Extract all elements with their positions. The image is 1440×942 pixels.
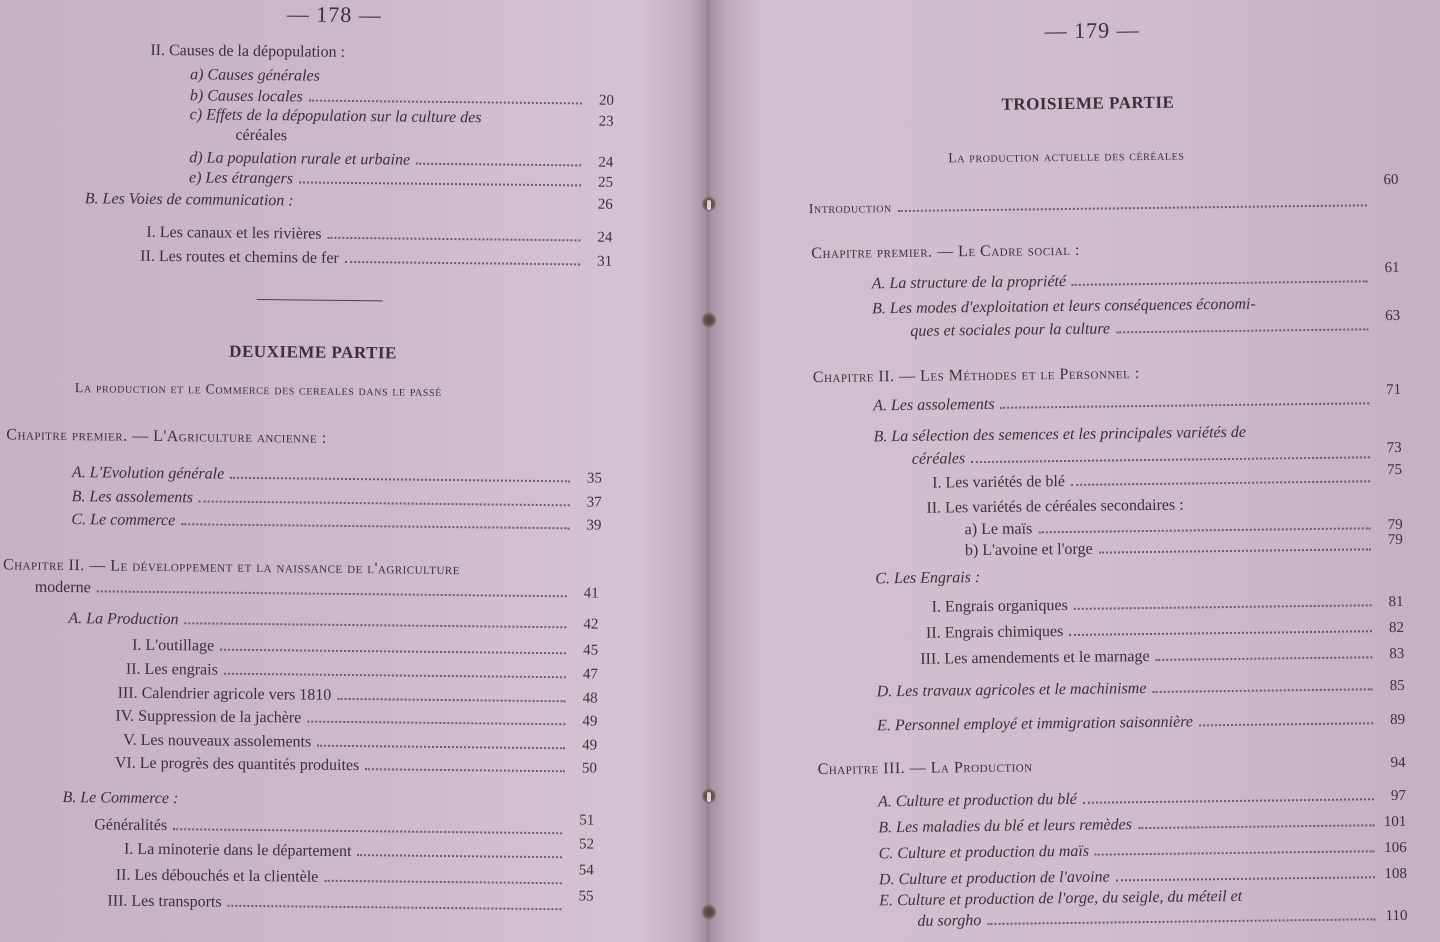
chapter-heading: Chapitre premier. — L'Agriculture ancienne : xyxy=(6,426,327,447)
toc-entry xyxy=(879,864,1407,892)
toc-page: 94 xyxy=(1390,754,1406,772)
leader-dots xyxy=(1155,644,1372,661)
leader-dots xyxy=(337,686,565,702)
leader-dots xyxy=(97,578,567,597)
toc-label: VI. Le progrès des quantités produites xyxy=(114,754,360,775)
part-subtitle: La production actuelle des céréales xyxy=(948,148,1185,167)
toc-page: 61 xyxy=(1384,259,1400,277)
toc-label: C. Culture et production du maïs xyxy=(878,842,1090,863)
toc-label: II. Les engrais xyxy=(125,660,218,679)
toc-page: 82 xyxy=(1388,619,1405,637)
right-page xyxy=(706,0,1440,942)
leader-dots xyxy=(1116,316,1368,333)
toc-entry xyxy=(873,381,1402,418)
chapter-heading: Chapitre II. — Le développement et la naissance de l'agriculture xyxy=(2,556,461,579)
toc-page: 25 xyxy=(597,174,614,191)
toc-page: 110 xyxy=(1385,907,1408,925)
toc-entry xyxy=(35,578,599,606)
toc-page: 26 xyxy=(597,196,613,213)
toc-entry xyxy=(877,676,1405,704)
toc-label: Chapitre III. — La Production xyxy=(817,758,1033,779)
toc-label: B. Les maladies du blé et leurs remèdes xyxy=(878,816,1133,837)
subsection-heading: II. Les variétés de céréales secondaires : xyxy=(926,496,1184,517)
toc-label: I. Engrais organiques xyxy=(931,596,1068,616)
toc-entry xyxy=(917,906,1407,934)
toc-page: 31 xyxy=(597,253,613,270)
toc-entry xyxy=(871,259,1400,296)
toc-entry xyxy=(146,223,612,250)
leader-dots xyxy=(1083,786,1374,804)
toc-label: ques et sociales pour la culture xyxy=(910,320,1111,340)
leader-dots xyxy=(230,465,570,483)
left-page-number: — 178 — xyxy=(286,1,382,28)
toc-page: 75 xyxy=(1386,461,1403,479)
toc-entry xyxy=(878,786,1406,814)
toc-entry xyxy=(926,618,1404,646)
leader-dots xyxy=(228,893,562,910)
leader-dots xyxy=(220,637,566,655)
toc-entry xyxy=(115,862,594,893)
toc-label: II. Les routes et chemins de fer xyxy=(140,247,339,267)
toc-label: I. Les canaux et les rivières xyxy=(146,223,322,243)
leader-dots xyxy=(173,816,562,834)
toc-entry xyxy=(911,439,1402,472)
toc-label: d) La population rurale et urbaine xyxy=(189,149,411,169)
toc-page: 20 xyxy=(598,92,614,109)
toc-page: 35 xyxy=(586,470,603,487)
toc-entry xyxy=(68,609,598,637)
toc-page: 79 xyxy=(1387,531,1403,549)
leader-dots xyxy=(1115,864,1375,881)
toc-page: 73 xyxy=(1386,439,1402,457)
toc-entry xyxy=(932,592,1404,620)
toc-page: 85 xyxy=(1389,677,1405,695)
toc-entry xyxy=(877,710,1405,738)
toc-entry xyxy=(910,307,1401,344)
toc-entry xyxy=(808,171,1399,221)
toc-label: D. Culture et production de l'avoine xyxy=(878,868,1110,889)
leader-dots xyxy=(1074,592,1372,610)
toc-page: 101 xyxy=(1383,813,1407,831)
toc-label: B. Les modes d'exploitation et leurs conséquences économi- xyxy=(871,295,1256,318)
toc-page: 83 xyxy=(1389,645,1405,663)
toc-entry xyxy=(123,836,595,867)
leader-dots xyxy=(181,511,569,529)
leader-dots xyxy=(1099,536,1371,553)
toc-label: B. La sélection des semences et les principales variétés de xyxy=(873,423,1247,446)
toc-label: moderne xyxy=(34,578,91,597)
toc-entry xyxy=(71,510,601,538)
toc-page: 79 xyxy=(1387,516,1403,534)
toc-label: V. Les nouveaux assolements xyxy=(123,731,312,751)
leader-dots xyxy=(987,906,1375,925)
leader-dots xyxy=(184,610,566,628)
leader-dots xyxy=(1199,710,1373,726)
leader-dots xyxy=(1095,838,1375,855)
leader-dots xyxy=(307,709,565,726)
toc-label: B. Les Voies de communication : xyxy=(84,190,294,210)
engrais-heading: C. Les Engrais : xyxy=(875,569,981,588)
toc-label: Introduction xyxy=(808,201,892,218)
toc-label: II. Engrais chimiques xyxy=(925,623,1064,642)
toc-entry xyxy=(140,247,612,274)
toc-page: 63 xyxy=(1385,307,1401,325)
leader-dots xyxy=(199,488,570,506)
toc-entry xyxy=(85,190,613,218)
causes-heading: II. Causes de la dépopulation : xyxy=(150,41,346,61)
binding-thread xyxy=(707,792,711,802)
toc-page: 60 xyxy=(1383,171,1399,189)
toc-page: 24 xyxy=(597,229,613,246)
toc-label: II. Les débouchés et la clientèle xyxy=(115,866,319,886)
binding-thread xyxy=(707,200,711,210)
toc-page: 47 xyxy=(582,666,598,683)
toc-page: 55 xyxy=(578,888,594,905)
toc-label: B. Les assolements xyxy=(71,488,194,507)
toc-label: IV. Suppression de la jachère xyxy=(115,707,302,727)
toc-label: C. Le commerce xyxy=(71,511,176,530)
toc-label: III. Les transports xyxy=(107,892,222,911)
toc-label: III. Calendrier agricole vers 1810 xyxy=(117,684,332,704)
toc-label: a) Causes générales xyxy=(190,66,320,85)
toc-page: 45 xyxy=(583,642,599,659)
leader-dots xyxy=(898,192,1367,212)
binding-stitch xyxy=(702,904,716,920)
toc-page: 52 xyxy=(579,836,595,853)
leader-dots xyxy=(309,88,582,105)
toc-label: A. L'Evolution générale xyxy=(71,464,225,483)
toc-entry xyxy=(132,636,598,663)
toc-page: 81 xyxy=(1388,593,1404,611)
toc-page: 71 xyxy=(1385,381,1402,399)
toc-label: A. La structure de la propriété xyxy=(871,272,1067,293)
left-page xyxy=(0,0,706,942)
leader-dots xyxy=(416,151,581,167)
leader-dots xyxy=(971,444,1370,463)
part-title: DEUXIEME PARTIE xyxy=(229,341,397,363)
toc-label: b) L'avoine et l'orge xyxy=(964,540,1093,560)
toc-label: I. Les variétés de blé xyxy=(932,473,1066,492)
leader-dots xyxy=(1069,618,1372,636)
part-subtitle: La production et le Commerce des cereales dans le passé xyxy=(74,381,442,400)
toc-label: Généralités xyxy=(94,816,168,835)
toc-page: 42 xyxy=(583,616,599,633)
toc-label: céréales xyxy=(235,126,288,145)
toc-entry xyxy=(879,838,1407,866)
toc-entry xyxy=(72,463,602,491)
toc-label: céréales xyxy=(911,450,966,468)
leader-dots xyxy=(365,756,565,772)
leader-dots xyxy=(1138,812,1375,829)
toc-label: e) Les étrangers xyxy=(188,169,294,188)
right-page-number: — 179 — xyxy=(1044,17,1140,44)
toc-page: 106 xyxy=(1384,839,1407,857)
toc-label: I. L'outillage xyxy=(132,636,215,655)
leader-dots xyxy=(324,868,562,884)
toc-entry xyxy=(189,168,613,194)
toc-label: du sorgho xyxy=(917,912,982,930)
toc-page: 41 xyxy=(583,585,599,602)
toc-label: I. La minoterie dans le département xyxy=(123,840,352,861)
toc-page: 23 xyxy=(598,113,614,130)
part-title: TROISIEME PARTIE xyxy=(1001,92,1175,114)
toc-entry xyxy=(964,531,1403,563)
toc-entry xyxy=(878,812,1406,840)
commerce-heading: B. Le Commerce : xyxy=(62,789,179,808)
toc-entry xyxy=(932,461,1403,496)
toc-label: E. Culture et production de l'orge, du seigle, du méteil et xyxy=(879,887,1243,910)
leader-dots xyxy=(345,249,581,265)
leader-dots xyxy=(1071,468,1370,486)
toc-entry xyxy=(818,754,1406,783)
leader-dots xyxy=(357,842,562,858)
toc-label: c) Effets de la dépopulation sur la culture des xyxy=(189,106,482,127)
toc-page: 50 xyxy=(581,760,597,777)
binding-stitch xyxy=(702,312,716,328)
toc-label: A. Culture et production du blé xyxy=(877,790,1077,811)
toc-label: b) Causes locales xyxy=(189,87,303,106)
toc-entry xyxy=(107,888,594,918)
toc-label: D. Les travaux agricoles et le machinisme xyxy=(876,680,1147,701)
toc-entry xyxy=(126,660,598,687)
toc-entry xyxy=(94,812,595,842)
leader-dots xyxy=(1152,676,1372,693)
toc-page: 97 xyxy=(1390,787,1407,805)
chapter-heading: Chapitre II. — Les Méthodes et le Personnel : xyxy=(812,365,1140,387)
leader-dots xyxy=(1072,268,1368,286)
leader-dots xyxy=(1038,515,1371,533)
leader-dots xyxy=(299,169,581,186)
toc-page: 37 xyxy=(586,494,602,511)
toc-label: A. La Production xyxy=(68,610,179,629)
toc-page: 39 xyxy=(586,517,602,534)
toc-entry xyxy=(920,644,1404,672)
toc-label: a) Le maïs xyxy=(964,520,1033,539)
toc-page: 89 xyxy=(1389,711,1406,729)
toc-page: 49 xyxy=(582,737,598,754)
toc-label: E. Personnel employé et immigration saisonnière xyxy=(877,713,1193,735)
toc-page: 54 xyxy=(578,862,594,879)
toc-label: III. Les amendements et le marnage xyxy=(920,647,1150,668)
chapter-heading: Chapitre premier. — Le Cadre social : xyxy=(811,241,1080,263)
toc-entry xyxy=(115,707,597,734)
leader-dots xyxy=(1000,390,1369,409)
toc-page: 51 xyxy=(579,812,595,829)
leader-dots xyxy=(327,225,580,242)
toc-entry xyxy=(115,754,597,781)
leader-dots xyxy=(317,733,565,750)
leader-dots xyxy=(224,661,566,679)
toc-page: 108 xyxy=(1384,865,1408,883)
toc-page: 48 xyxy=(582,690,598,707)
toc-page: 49 xyxy=(582,713,598,730)
toc-page: 24 xyxy=(598,154,614,171)
toc-label: A. Les assolements xyxy=(873,395,995,415)
section-divider xyxy=(257,299,383,301)
